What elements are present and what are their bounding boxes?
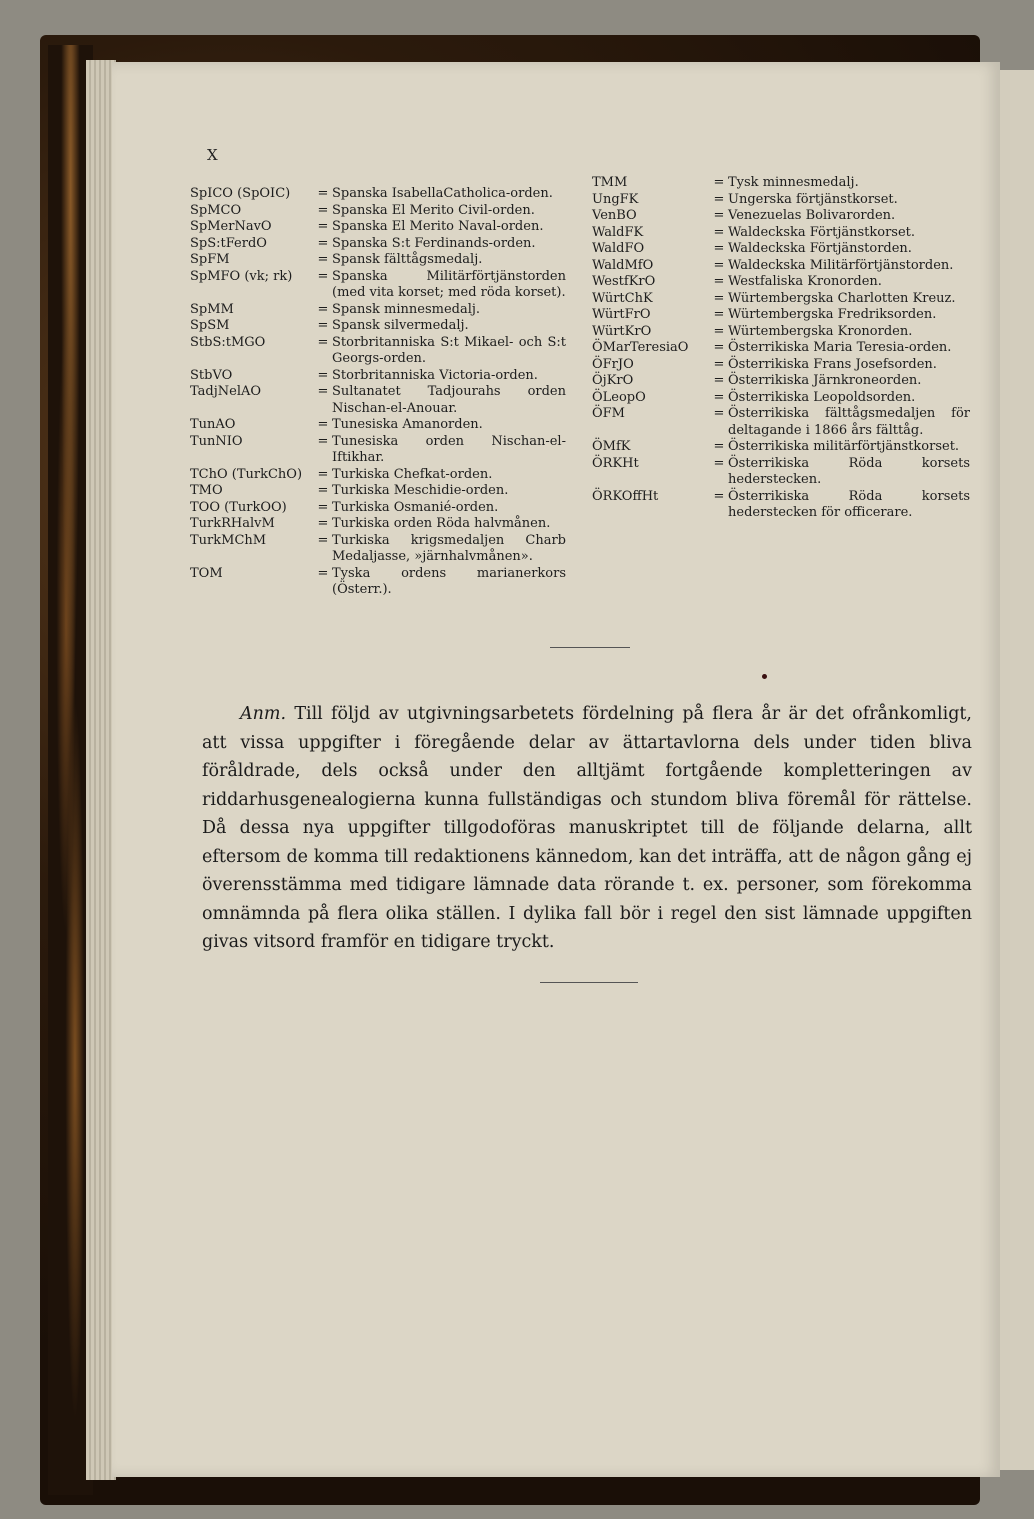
abbreviation-definition: Ungerska förtjänstkorset. <box>728 191 898 207</box>
abbreviation-entry <box>190 269 566 302</box>
abbreviation-definition: Spansk fälttågsmedalj. <box>332 252 483 267</box>
equals-sign: = <box>317 466 329 482</box>
equals-sign: = <box>317 499 329 515</box>
abbreviation-entry <box>592 489 970 522</box>
abbreviation-definition: Waldeckska Förtjänstkorset. <box>728 224 916 240</box>
abbreviation-code: ÖLeopO <box>592 389 646 405</box>
abbreviation-definition: Würtembergska Kronorden. <box>728 323 913 339</box>
equals-sign: = <box>713 373 725 388</box>
abbreviation-definition: Spanska S:t Ferdinands-orden. <box>332 235 536 251</box>
abbreviation-entry <box>190 417 566 434</box>
abbreviation-definition: Österrikiska fälttågsmedaljen för deltagande i 1866 års fälttåg. <box>728 406 970 438</box>
abbreviation-definition: Turkiska krigsmedaljen Charb Medaljasse, »järnhalvmånen». <box>332 532 566 564</box>
abbreviation-entry <box>190 302 566 319</box>
abbreviation-code: ÖRKHt <box>592 455 639 471</box>
abbreviation-code: WürtKrO <box>592 323 652 339</box>
equals-sign: = <box>317 367 329 383</box>
abbreviation-entry <box>190 318 566 335</box>
equals-sign: = <box>713 257 725 273</box>
abbreviation-definition: Österrikiska militärförtjänstkorset. <box>728 439 960 454</box>
abbreviation-definition: Venezuelas Bolivarorden. <box>728 208 896 223</box>
abbreviation-code: ÖFM <box>592 406 625 421</box>
adjacent-page-edge <box>994 70 1034 1470</box>
equals-sign: = <box>713 323 725 339</box>
abbreviation-definition: Tysk minnesmedalj. <box>728 175 859 190</box>
abbreviation-code: TMM <box>592 175 628 190</box>
abbreviation-entry <box>190 252 566 269</box>
abbreviation-code: WaldMfO <box>592 257 654 273</box>
abbreviation-entry <box>592 439 970 456</box>
abbreviation-entry <box>190 219 566 236</box>
abbreviation-code: SpSM <box>190 318 230 333</box>
abbreviation-entry <box>592 291 970 308</box>
equals-sign: = <box>317 433 329 449</box>
abbreviation-code: TurkRHalvM <box>190 516 275 531</box>
abbreviation-code: WestfKrO <box>592 274 656 289</box>
abbreviation-code: UngFK <box>592 191 639 207</box>
equals-sign: = <box>317 384 329 399</box>
abbreviation-code: SpMFO (vk; rk) <box>190 268 293 284</box>
abbreviation-definition: Waldeckska Militärförtjänstorden. <box>728 257 954 273</box>
abbreviation-code: WürtChK <box>592 290 653 306</box>
abbreviation-entry <box>592 307 970 324</box>
abbreviation-definition: Spanska Militärförtjänstorden (med vita korset; med röda korset). <box>332 268 566 300</box>
abbreviation-definition: Tunesiska orden Nischan-el-Iftikhar. <box>332 433 566 465</box>
abbreviation-definition: Tyska ordens marianerkors (Österr.). <box>332 565 566 597</box>
abbreviation-column-left <box>190 186 566 599</box>
equals-sign: = <box>713 488 725 504</box>
editorial-note <box>202 700 972 957</box>
abbreviation-definition: Westfaliska Kronorden. <box>728 274 882 289</box>
abbreviation-definition: Tunesiska Amanorden. <box>332 417 483 432</box>
equals-sign: = <box>713 340 725 355</box>
equals-sign: = <box>317 219 329 234</box>
abbreviation-entry <box>592 406 970 439</box>
abbreviation-definition: Turkiska Chefkat-orden. <box>332 466 493 482</box>
abbreviation-entry <box>592 175 970 192</box>
abbreviation-code: ÖRKOffHt <box>592 488 659 504</box>
equals-sign: = <box>317 235 329 251</box>
abbreviation-code: ÖjKrO <box>592 373 634 388</box>
equals-sign: = <box>713 389 725 405</box>
abbreviation-entry <box>190 483 566 500</box>
equals-sign: = <box>317 516 329 531</box>
abbreviation-entry <box>190 566 566 599</box>
abbreviation-code: SpFM <box>190 252 230 267</box>
equals-sign: = <box>713 175 725 190</box>
abbreviation-entry <box>592 373 970 390</box>
abbreviation-code: VenBO <box>592 208 637 223</box>
abbreviation-code: ÖFrJO <box>592 356 634 372</box>
abbreviation-definition: Spanska El Merito Naval-orden. <box>332 219 544 234</box>
abbreviation-definition: Österrikiska Frans Josefsorden. <box>728 356 937 372</box>
abbreviation-code: StbVO <box>190 367 233 383</box>
abbreviation-entry <box>190 533 566 566</box>
abbreviation-code: TadjNelAO <box>190 384 262 399</box>
abbreviation-code: SpMerNavO <box>190 219 272 234</box>
abbreviation-definition: Storbritanniska Victoria-orden. <box>332 367 538 383</box>
equals-sign: = <box>713 439 725 454</box>
abbreviation-entry <box>190 368 566 385</box>
abbreviation-code: TOO (TurkOO) <box>190 499 287 515</box>
abbreviation-entry <box>190 467 566 484</box>
abbreviation-definition: Würtembergska Fredriksorden. <box>728 307 937 322</box>
abbreviation-definition: Österrikiska Leopoldsorden. <box>728 389 916 405</box>
equals-sign: = <box>317 417 329 432</box>
abbreviation-entry <box>190 203 566 220</box>
abbreviation-code: SpMM <box>190 301 234 317</box>
equals-sign: = <box>317 483 329 498</box>
equals-sign: = <box>713 191 725 207</box>
equals-sign: = <box>713 455 725 471</box>
equals-sign: = <box>713 224 725 240</box>
page-number: X <box>207 146 218 164</box>
end-divider <box>540 982 638 983</box>
abbreviation-code: TMO <box>190 483 223 498</box>
abbreviation-definition: Spansk minnesmedalj. <box>332 301 481 317</box>
equals-sign: = <box>317 301 329 317</box>
abbreviation-code: TOM <box>190 565 223 581</box>
abbreviation-code: WaldFK <box>592 224 644 240</box>
abbreviation-code: TChO (TurkChO) <box>190 466 303 482</box>
abbreviation-entry <box>190 500 566 517</box>
equals-sign: = <box>713 356 725 372</box>
abbreviation-entry <box>190 186 566 203</box>
abbreviation-code: ÖMfK <box>592 439 631 454</box>
abbreviation-code: WürtFrO <box>592 307 651 322</box>
abbreviation-definition: Waldeckska Förtjänstorden. <box>728 241 912 256</box>
abbreviation-definition: Spanska IsabellaCatholica-orden. <box>332 186 553 201</box>
abbreviation-entry <box>190 335 566 368</box>
abbreviation-entry <box>592 390 970 407</box>
equals-sign: = <box>713 307 725 322</box>
abbreviation-definition: Spansk silvermedalj. <box>332 318 469 333</box>
abbreviation-entry <box>592 357 970 374</box>
abbreviation-entry <box>190 434 566 467</box>
abbreviation-definition: Storbritanniska S:t Mikael- och S:t Georgs-orden. <box>332 334 566 366</box>
equals-sign: = <box>317 532 329 548</box>
abbreviation-definition: Österrikiska Maria Teresia-orden. <box>728 340 952 355</box>
ink-spot <box>762 674 767 679</box>
abbreviation-definition: Turkiska orden Röda halvmånen. <box>332 516 551 531</box>
abbreviation-entry <box>592 274 970 291</box>
abbreviation-definition: Österrikiska Röda korsets hederstecken för officerare. <box>728 488 970 520</box>
equals-sign: = <box>317 268 329 284</box>
abbreviation-entry <box>592 456 970 489</box>
section-divider <box>550 647 630 648</box>
abbreviation-definition: Spanska El Merito Civil-orden. <box>332 202 535 218</box>
abbreviation-entry <box>592 324 970 341</box>
equals-sign: = <box>317 202 329 218</box>
equals-sign: = <box>713 406 725 421</box>
abbreviation-entry <box>592 340 970 357</box>
abbreviation-code: SpS:tFerdO <box>190 235 267 251</box>
abbreviation-code: StbS:tMGO <box>190 334 266 350</box>
abbreviation-entry <box>190 384 566 417</box>
abbreviation-entry <box>592 208 970 225</box>
equals-sign: = <box>317 318 329 333</box>
abbreviation-code: SpICO (SpOIC) <box>190 186 291 201</box>
abbreviation-entry <box>592 192 970 209</box>
abbreviation-definition: Österrikiska Järnkroneorden. <box>728 373 922 388</box>
note-text: Till följd av utgivningsarbetets fördelning på flera år är det ofrånkomligt, att vissa uppgifter i föregående delar av ättartavlorna dels under tiden bliva föråldrade, dels också under den alltjämt fortgående kompletteringen av riddarhusgenealogierna kunna fullständigas och stundom bliva föremål för rättelse. Då dessa nya uppgifter tillgodoföras manuskriptet till de följande delarna, allt eftersom de komma till redaktionens kännedom, kan det inträffa, att de någon gång ej överensstämma med tidigare lämnade data rörande t. ex. personer, som förekomma omnämnda på flera olika ställen. I dylika fall bör i regel den sist lämnade uppgiften givas vitsord framför en tidigare tryckt. <box>202 704 972 952</box>
note-label: Anm. <box>240 704 287 724</box>
abbreviation-entry <box>592 225 970 242</box>
equals-sign: = <box>713 274 725 289</box>
abbreviation-definition: Turkiska Meschidie-orden. <box>332 483 509 498</box>
equals-sign: = <box>317 252 329 267</box>
equals-sign: = <box>713 241 725 256</box>
abbreviation-code: TunAO <box>190 417 236 432</box>
abbreviation-code: SpMCO <box>190 202 242 218</box>
abbreviation-definition: Sultanatet Tadjourahs orden Nischan-el-Anouar. <box>332 384 566 416</box>
equals-sign: = <box>713 208 725 223</box>
abbreviation-column-right <box>592 175 970 522</box>
abbreviation-code: ÖMarTeresiaO <box>592 340 689 355</box>
abbreviation-entry <box>190 516 566 533</box>
abbreviation-code: WaldFO <box>592 241 645 256</box>
abbreviation-code: TurkMChM <box>190 532 267 548</box>
equals-sign: = <box>317 565 329 581</box>
equals-sign: = <box>713 290 725 306</box>
equals-sign: = <box>317 334 329 350</box>
abbreviation-entry <box>592 241 970 258</box>
abbreviation-definition: Würtembergska Charlotten Kreuz. <box>728 290 956 306</box>
equals-sign: = <box>317 186 329 201</box>
abbreviation-code: TunNIO <box>190 433 243 449</box>
abbreviation-entry <box>592 258 970 275</box>
abbreviation-definition: Österrikiska Röda korsets hederstecken. <box>728 455 970 487</box>
abbreviation-entry <box>190 236 566 253</box>
abbreviation-definition: Turkiska Osmanié-orden. <box>332 499 499 515</box>
